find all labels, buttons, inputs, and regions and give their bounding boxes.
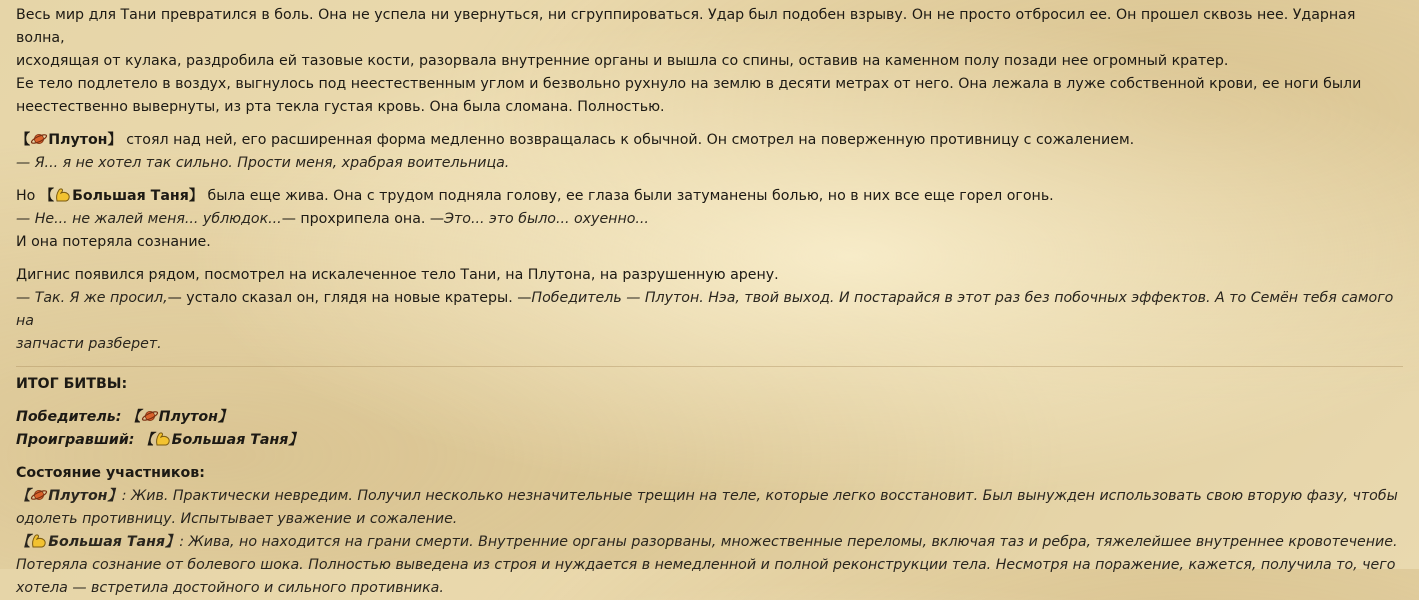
text-line: запчасти разберет. (16, 336, 162, 352)
tanya-status-cont: Потеряла сознание от болевого шока. Полностью выведена из строя и нуждается в немедленной и полной реконструкции тела. Несмотря на поражение, кажется, получила то, чего (16, 557, 1396, 573)
result-block (16, 406, 1403, 452)
character-tag-pluton: 【 Плутон】 (16, 132, 122, 148)
text-line: Весь мир для Тани превратился в боль. Она не успела ни увернуться, ни сгруппироваться. Удар был подобен взрыву. Он не просто отбросил ее. Он прошел сквозь нее. Ударная волна, (16, 7, 1356, 46)
flexed-biceps-icon (30, 533, 48, 549)
summary-title: ИТОГ БИТВЫ: (16, 376, 128, 392)
paragraph-pluton (16, 129, 1403, 175)
text-line: 【 Плутон】 стоял над ней, его расширенная форма медленно возвращалась к обычной. Он смотрел на поверженную противницу с сожалением. (16, 132, 1135, 148)
planet-icon (30, 131, 48, 147)
text-line: Дигнис появился рядом, посмотрел на искалеченное тело Тани, на Плутона, на разрушенную арену. (16, 267, 779, 283)
character-tag-tanya: 【 Большая Таня】 (39, 188, 204, 204)
winner-line: Победитель: 【 Плутон】 (16, 409, 233, 425)
planet-icon (141, 408, 159, 424)
planet-icon (30, 487, 48, 503)
battle-summary (16, 373, 1403, 600)
pluton-status: 【 Плутон】: Жив. Практически невредим. Получил несколько незначительные трещин на теле, которые легко восстановит. Был вынужден использовать свою вторую фазу, чтобы (16, 488, 1398, 504)
paragraph-dignis (16, 264, 1403, 356)
paragraph-intro (16, 4, 1403, 119)
loser-line: Проигравший: 【 Большая Таня】 (16, 432, 303, 448)
pluton-status-cont: одолеть противницу. Испытывает уважение и сожаление. (16, 511, 458, 527)
divider (16, 366, 1403, 367)
pluton-speech: — Я... я не хотел так сильно. Прости меня, храбрая воительница. (16, 155, 510, 171)
text-line: Ее тело подлетело в воздух, выгнулось под неестественным углом и безвольно рухнуло на землю в десяти метрах от него. Она лежала в луже собственной крови, ее ноги были (16, 76, 1362, 92)
tanya-status-cont: хотела — встретила достойного и сильного противника. (16, 580, 444, 596)
text-line: исходящая от кулака, раздробила ей тазовые кости, разорвала внутренние органы и вышла со спины, оставив на каменном полу позади нее огромный кратер. (16, 53, 1229, 69)
flexed-biceps-icon (54, 187, 72, 203)
paragraph-tanya (16, 185, 1403, 254)
text-line: — Не... не жалей меня... ублюдок...— прохрипела она. —Это... это было... охуенно... (16, 211, 649, 227)
text-line: — Так. Я же просил,— устало сказал он, глядя на новые кратеры. —Победитель — Плутон. Нэа, твой выход. И постарайся в этот раз без побочных эффектов. А то Семён тебя самого на (16, 290, 1394, 329)
text-line: Но 【 Большая Таня】 была еще жива. Она с трудом подняла голову, ее глаза были затуманены болью, но в них все еще горел огонь. (16, 188, 1054, 204)
flexed-biceps-icon (154, 431, 172, 447)
tanya-status: 【 Большая Таня】: Жива, но находится на грани смерти. Внутренние органы разорваны, множественные переломы, включая таз и ребра, тяжелейшее внутреннее кровотечение. (16, 534, 1398, 550)
text-line: И она потеряла сознание. (16, 234, 211, 250)
text-line: неестественно вывернуты, из рта текла густая кровь. Она была сломана. Полностью. (16, 99, 665, 115)
status-title: Состояние участников: (16, 465, 205, 481)
